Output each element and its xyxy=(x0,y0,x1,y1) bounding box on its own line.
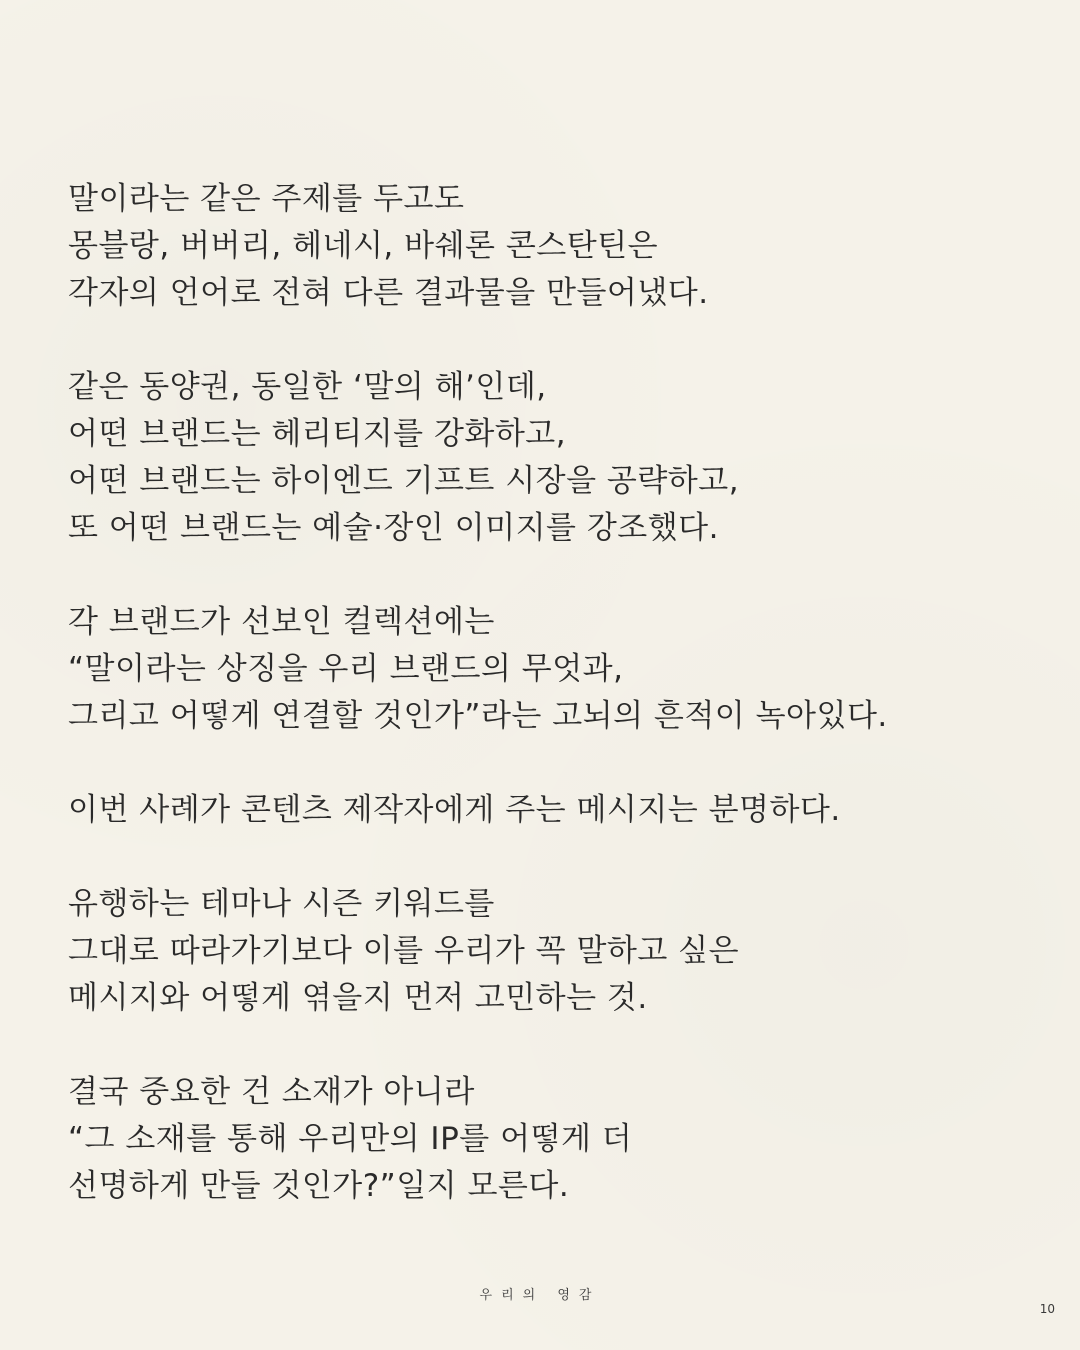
text-line: 어떤 브랜드는 하이엔드 기프트 시장을 공략하고, xyxy=(68,463,740,499)
text-line: 그대로 따라가기보다 이를 우리가 꼭 말하고 싶은 xyxy=(68,933,740,969)
text-line: 각자의 언어로 전혀 다른 결과물을 만들어냈다. xyxy=(68,275,709,311)
text-line: 메시지와 어떻게 엮을지 먼저 고민하는 것. xyxy=(68,980,648,1016)
paragraph-1 xyxy=(68,176,1008,317)
footer-title: 우리의 영감 xyxy=(479,1288,601,1303)
paragraph-3 xyxy=(68,599,1008,740)
paragraph-2 xyxy=(68,364,1008,552)
text-line: 같은 동양권, 동일한 ‘말의 해’인데, xyxy=(68,369,547,405)
paragraph-4 xyxy=(68,787,1008,834)
text-line: “말이라는 상징을 우리 브랜드의 무엇과, xyxy=(68,651,624,687)
text-line: 선명하게 만들 것인가?”일지 모른다. xyxy=(68,1168,570,1204)
text-line: 그리고 어떻게 연결할 것인가”라는 고뇌의 흔적이 녹아있다. xyxy=(68,698,888,734)
paragraph-6 xyxy=(68,1069,1008,1210)
text-line: 이번 사례가 콘텐츠 제작자에게 주는 메시지는 분명하다. xyxy=(68,792,841,828)
body-text xyxy=(68,176,1008,1257)
paragraph-5 xyxy=(68,881,1008,1022)
text-line: 말이라는 같은 주제를 두고도 xyxy=(68,181,465,217)
text-line: 유행하는 테마나 시즌 키워드를 xyxy=(68,886,495,922)
text-line: 각 브랜드가 선보인 컬렉션에는 xyxy=(68,604,495,640)
text-line: “그 소재를 통해 우리만의 IP를 어떻게 더 xyxy=(68,1121,633,1157)
text-line: 몽블랑, 버버리, 헤네시, 바쉐론 콘스탄틴은 xyxy=(68,228,659,264)
text-line: 또 어떤 브랜드는 예술·장인 이미지를 강조했다. xyxy=(68,510,719,546)
page-number: 10 xyxy=(1039,1302,1055,1316)
text-line: 어떤 브랜드는 헤리티지를 강화하고, xyxy=(68,416,567,452)
text-line: 결국 중요한 건 소재가 아니라 xyxy=(68,1074,475,1110)
